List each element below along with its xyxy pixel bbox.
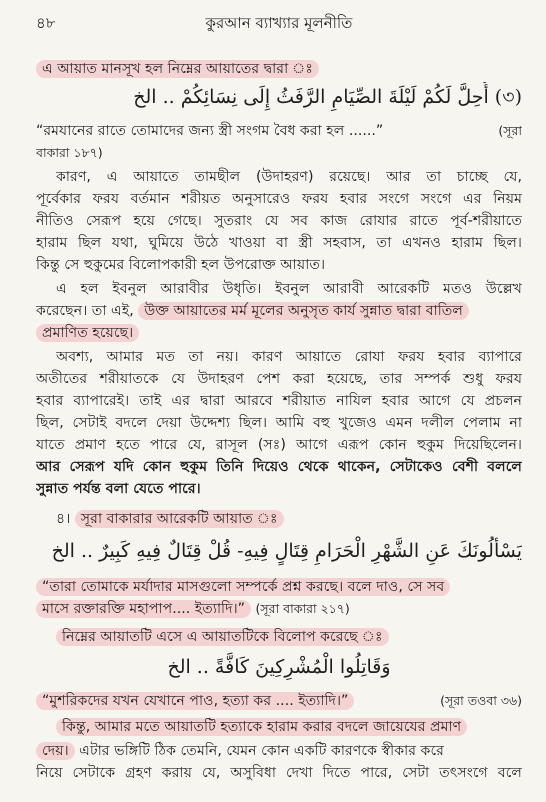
text-line: হবার ব্যাপারেই। তাই এর দ্বারা আরবে শরীয়াত নাযিল হবার আগে যে প্রচলন bbox=[36, 393, 522, 409]
highlighted-text: এ আয়াত মানসূখ হল নিম্নের আয়াতের দ্বারা ঃ bbox=[36, 60, 319, 78]
highlighted-text: প্রমাণিত হয়েছে। bbox=[36, 324, 139, 342]
surah-reference: (সূরা বাকারা ২১৭) bbox=[255, 601, 350, 616]
surah-reference: (সূরা bbox=[498, 123, 522, 138]
text-line bbox=[36, 120, 522, 142]
surah-reference: (সূরা তওবা ৩৬) bbox=[440, 693, 522, 708]
running-title: কুরআন ব্যাখ্যার মূলনীতি bbox=[205, 14, 353, 32]
text-line bbox=[36, 576, 522, 598]
plain-text: করেছেন। তা এই, bbox=[36, 303, 134, 319]
text-line bbox=[36, 598, 522, 620]
text-line bbox=[36, 142, 522, 164]
text-line bbox=[56, 716, 522, 738]
highlighted-text: সূরা বাকারার আরেকটি আয়াত ঃ bbox=[75, 510, 284, 528]
text-line: আর সেরূপ যদি কোন হুকুম তিনি দিয়েও থেকে থাকেন, সেটাকেও বেশী বললে bbox=[36, 459, 522, 475]
text-line: পূর্বেকার ফরয বর্তমান শরীয়ত অনুসারেও ফরয হবার সংগে সংগে এর নিয়ম bbox=[36, 191, 522, 207]
text-line bbox=[36, 58, 522, 80]
text-line: ছিল, সেটাই বদলে দেয়া উদ্দেশ্য ছিল। আমি বহু খুজেও এমন দলীল পেলাম না bbox=[36, 415, 522, 431]
highlighted-text: নিম্নের আয়াতটি এসে এ আয়াতটিকে বিলোপ করেছে ঃ bbox=[56, 628, 389, 646]
highlighted-text: “মুশরিকদের যখন যেখানে পাও, হত্যা কর .... ইত্যাদি।” bbox=[36, 692, 354, 710]
page-number: ৪৮ bbox=[36, 14, 56, 32]
plain-text: এটার ভঙ্গিটি ঠিক তেমনি, যেমন কোন একটি কারণকে স্বীকার করে bbox=[79, 743, 444, 759]
text-line: অবশ্য, আমার মত তা নয়। কারণ আয়াতে রোযা ফরয হবার ব্যাপারে bbox=[56, 349, 522, 365]
text-line: এ হল ইবনুল আরাবীর উধৃতি। ইবনুল আরাবী আরেকটি মতও উল্লেখ bbox=[56, 281, 522, 297]
text-line bbox=[36, 690, 522, 712]
running-header bbox=[36, 12, 522, 34]
text-line: কিন্তু সে হুকুমের বিলোপকারী হল উপরোক্ত আয়াত। bbox=[36, 257, 326, 273]
text-line bbox=[36, 300, 522, 322]
highlighted-text: মাসে রক্তারক্তি মহাপাপ.... ইত্যাদি।” bbox=[36, 600, 251, 618]
text-line: নিয়ে সেটাকে গ্রহণ করায় যে, অসুবিধা দেখা দিতে পারে, সেটা তৎসংগে বলে bbox=[36, 765, 522, 781]
text-line bbox=[56, 626, 522, 648]
highlighted-text: দেয়। bbox=[36, 742, 75, 760]
text-line: অতীতের শরীয়াতকে যে উদাহরণ পেশ করা হয়েছে, তার সম্পর্ক শুধু ফরয bbox=[36, 371, 522, 387]
text-line: কারণ, এ আয়াতে তামছীল (উদাহরণ) রয়েছে। আর তা চাচ্ছে যে, bbox=[56, 169, 522, 185]
arabic-verse: يَسْأَلُونَكَ عَنِ الشَّهْرِ الْحَرَامِ قِتَالٍ فِيهِ- قُلْ قِتَالٌ فِيهِ كَبِيرٌ .. الخ bbox=[51, 540, 522, 562]
quoted-translation: “রমযানের রাতে তোমাদের জন্য স্ত্রী সংগম বৈধ করা হল ......” bbox=[36, 123, 384, 139]
text-line bbox=[36, 740, 522, 762]
text-line: যাতে প্রমাণ হতে পারে যে, রাসূল (সঃ) আগে এরূপ কোন হুকুম দিয়েছিলেন। bbox=[36, 437, 522, 453]
text-line bbox=[56, 508, 522, 530]
surah-reference: বাকারা ১৮৭) bbox=[36, 145, 103, 160]
arabic-verse: (৩) أُحِلَّ لَكُمْ لَيْلَةَ الصِّيَامِ الرَّفَثُ إِلَى نِسَائِكُمْ .. الخ bbox=[133, 86, 522, 108]
text-line: নীতিও সেরূপ হয়ে গেছে। সুতরাং যে সব কাজ রোযার রাতে পূর্ব-শরীয়াতে bbox=[36, 213, 522, 229]
highlighted-text: কিন্তু, আমার মতে আয়াতটি হত্যাকে হারাম করার বদলে জায়েযের প্রমাণ bbox=[56, 718, 467, 736]
text-line: হারাম ছিল যথা, ঘুমিয়ে উঠে খাওয়া বা স্ত্রী সহবাস, তা এখনও হারাম ছিল। bbox=[36, 235, 522, 251]
highlighted-text: “তারা তোমাকে মর্যাদার মাসগুলো সম্পর্কে প্রশ্ন করছে। বলে দাও, সে সব bbox=[36, 578, 450, 596]
arabic-verse: وَقَاتِلُوا الْمُشْرِكِينَ كَافَّةً .. الخ bbox=[167, 656, 391, 678]
highlighted-text: উক্ত আয়াতের মর্ম মূলের অনুসৃত কার্য সুন্নাত দ্বারা বাতিল bbox=[138, 302, 469, 320]
text-line: সুন্নাত পর্যন্ত বলা যেতে পারে। bbox=[36, 481, 201, 497]
text-line bbox=[36, 322, 522, 344]
item-number: ৪। bbox=[56, 511, 71, 527]
